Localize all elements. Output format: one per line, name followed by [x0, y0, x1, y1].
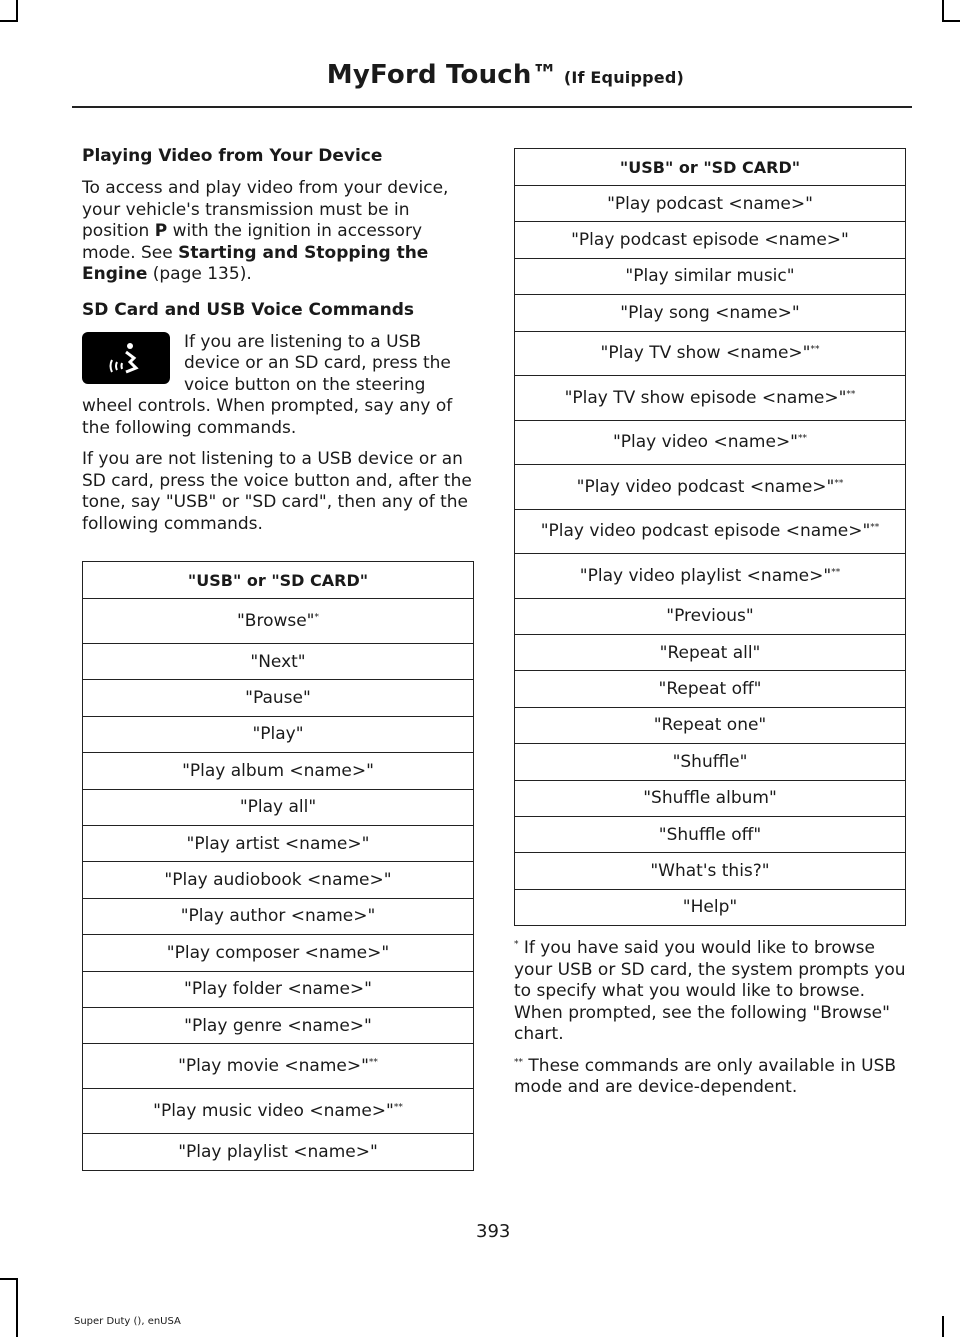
table-row	[515, 465, 906, 510]
paragraph-listening: If you are listening to a USB device or an SD card, press the voice button on the steering wheel controls. When prompted, say any of the following commands.	[82, 331, 453, 438]
table-row	[83, 825, 474, 861]
footnote-usb-mode: ** These commands are only available in USB mode and are device-dependent.	[514, 1055, 897, 1098]
footnote-marker: **	[798, 433, 808, 444]
commands-table-left	[82, 561, 474, 1171]
table-row	[515, 509, 906, 554]
crop-mark	[16, 1278, 18, 1337]
command-cell: "Shuffle"	[515, 744, 906, 780]
footnote-marker: **	[810, 344, 820, 355]
command-cell: "Play playlist <name>"	[83, 1134, 474, 1170]
command-cell: "Play music video <name>"**	[83, 1089, 474, 1134]
command-cell: "Repeat one"	[515, 707, 906, 743]
page-number: 393	[476, 1221, 511, 1242]
table-row	[515, 222, 906, 258]
table-row	[515, 634, 906, 670]
table-row	[83, 1007, 474, 1043]
table-row	[515, 816, 906, 852]
table-row	[83, 753, 474, 789]
command-cell: "Play video podcast <name>"**	[515, 465, 906, 510]
table-row	[83, 644, 474, 680]
footnote-marker: **	[831, 567, 841, 578]
table-row	[515, 258, 906, 294]
document-id: Super Duty (), enUSA	[74, 1316, 181, 1327]
commands-table-right	[514, 148, 906, 926]
table-row	[515, 598, 906, 634]
right-column	[514, 148, 906, 1109]
command-cell: "Play all"	[83, 789, 474, 825]
command-cell: "Shuffle off"	[515, 816, 906, 852]
voice-command-icon	[82, 332, 170, 384]
table-row	[515, 420, 906, 465]
footnote-marker: **	[870, 522, 880, 533]
command-cell: "Previous"	[515, 598, 906, 634]
command-cell: "Play composer <name>"	[83, 935, 474, 971]
command-cell: "Help"	[515, 889, 906, 925]
table-row	[515, 331, 906, 376]
table-row	[83, 898, 474, 934]
command-cell: "Play video <name>"**	[515, 420, 906, 465]
table-header: "USB" or "SD CARD"	[515, 149, 906, 186]
footnote-marker: **	[393, 1102, 403, 1113]
table-row	[515, 853, 906, 889]
table-row	[515, 707, 906, 743]
table-row	[515, 295, 906, 331]
command-cell: "Repeat all"	[515, 634, 906, 670]
table-row	[83, 680, 474, 716]
footnote-marker: **	[368, 1057, 378, 1068]
command-cell: "Play genre <name>"	[83, 1007, 474, 1043]
table-row	[515, 671, 906, 707]
footnote-browse: * If you have said you would like to browse your USB or SD card, the system prompts you to specify what you would like to browse. When prompted, see the following "Browse" chart.	[514, 938, 906, 1045]
table-row	[83, 935, 474, 971]
command-cell: "Repeat off"	[515, 671, 906, 707]
paragraph-video: To access and play video from your device, your vehicle's transmission must be in position P with the ignition in accessory mode. See Starting and Stopping the Engine (page 135).	[82, 178, 449, 284]
command-cell: "Play"	[83, 716, 474, 752]
command-cell: "Play artist <name>"	[83, 825, 474, 861]
crop-mark	[942, 20, 960, 22]
crop-mark	[942, 0, 944, 22]
table-row	[515, 376, 906, 421]
command-cell: "Play podcast <name>"	[515, 186, 906, 222]
table-row	[83, 789, 474, 825]
table-row	[515, 780, 906, 816]
footnote-marker: *	[314, 612, 320, 623]
table-row	[83, 971, 474, 1007]
table-row	[515, 744, 906, 780]
page-header-title	[327, 60, 684, 90]
crop-mark	[0, 20, 18, 22]
table-row	[83, 862, 474, 898]
footnote-marker: **	[846, 389, 856, 400]
voice-icon-wrap	[82, 332, 172, 388]
header-rule	[72, 106, 912, 108]
command-cell: "Next"	[83, 644, 474, 680]
command-cell: "Play TV show <name>"**	[515, 331, 906, 376]
command-cell: "Pause"	[83, 680, 474, 716]
command-cell: "Play video podcast episode <name>"**	[515, 509, 906, 554]
table-row	[515, 889, 906, 925]
header-title-text: MyFord Touch™	[326, 60, 558, 90]
command-cell: "What's this?"	[515, 853, 906, 889]
left-column	[82, 146, 474, 1171]
crop-mark	[0, 1278, 18, 1280]
table-row	[83, 599, 474, 644]
paragraph-not-listening: If you are not listening to a USB device or an SD card, press the voice button and, after the tone, say "USB" or "SD card", then any of the following commands.	[82, 449, 472, 534]
table-row	[83, 1134, 474, 1170]
table-header: "USB" or "SD CARD"	[83, 562, 474, 599]
table-row	[83, 1044, 474, 1089]
header-subtitle: (If Equipped)	[563, 68, 684, 87]
table-row	[83, 1089, 474, 1134]
command-cell: "Play TV show episode <name>"**	[515, 376, 906, 421]
section-heading: Playing Video from Your Device	[82, 146, 383, 166]
command-cell: "Play similar music"	[515, 258, 906, 294]
subsection-heading: SD Card and USB Voice Commands	[82, 299, 414, 320]
table-row	[515, 554, 906, 599]
command-cell: "Play folder <name>"	[83, 971, 474, 1007]
crop-mark	[16, 0, 18, 22]
table-row	[515, 186, 906, 222]
command-cell: "Browse"*	[83, 599, 474, 644]
command-cell: "Play audiobook <name>"	[83, 862, 474, 898]
footnote-marker: **	[834, 478, 844, 489]
command-cell: "Play album <name>"	[83, 753, 474, 789]
command-cell: "Play movie <name>"**	[83, 1044, 474, 1089]
command-cell: "Play song <name>"	[515, 295, 906, 331]
crop-mark	[942, 1316, 944, 1337]
command-cell: "Shuffle album"	[515, 780, 906, 816]
table-row	[83, 716, 474, 752]
command-cell: "Play video playlist <name>"**	[515, 554, 906, 599]
command-cell: "Play author <name>"	[83, 898, 474, 934]
command-cell: "Play podcast episode <name>"	[515, 222, 906, 258]
